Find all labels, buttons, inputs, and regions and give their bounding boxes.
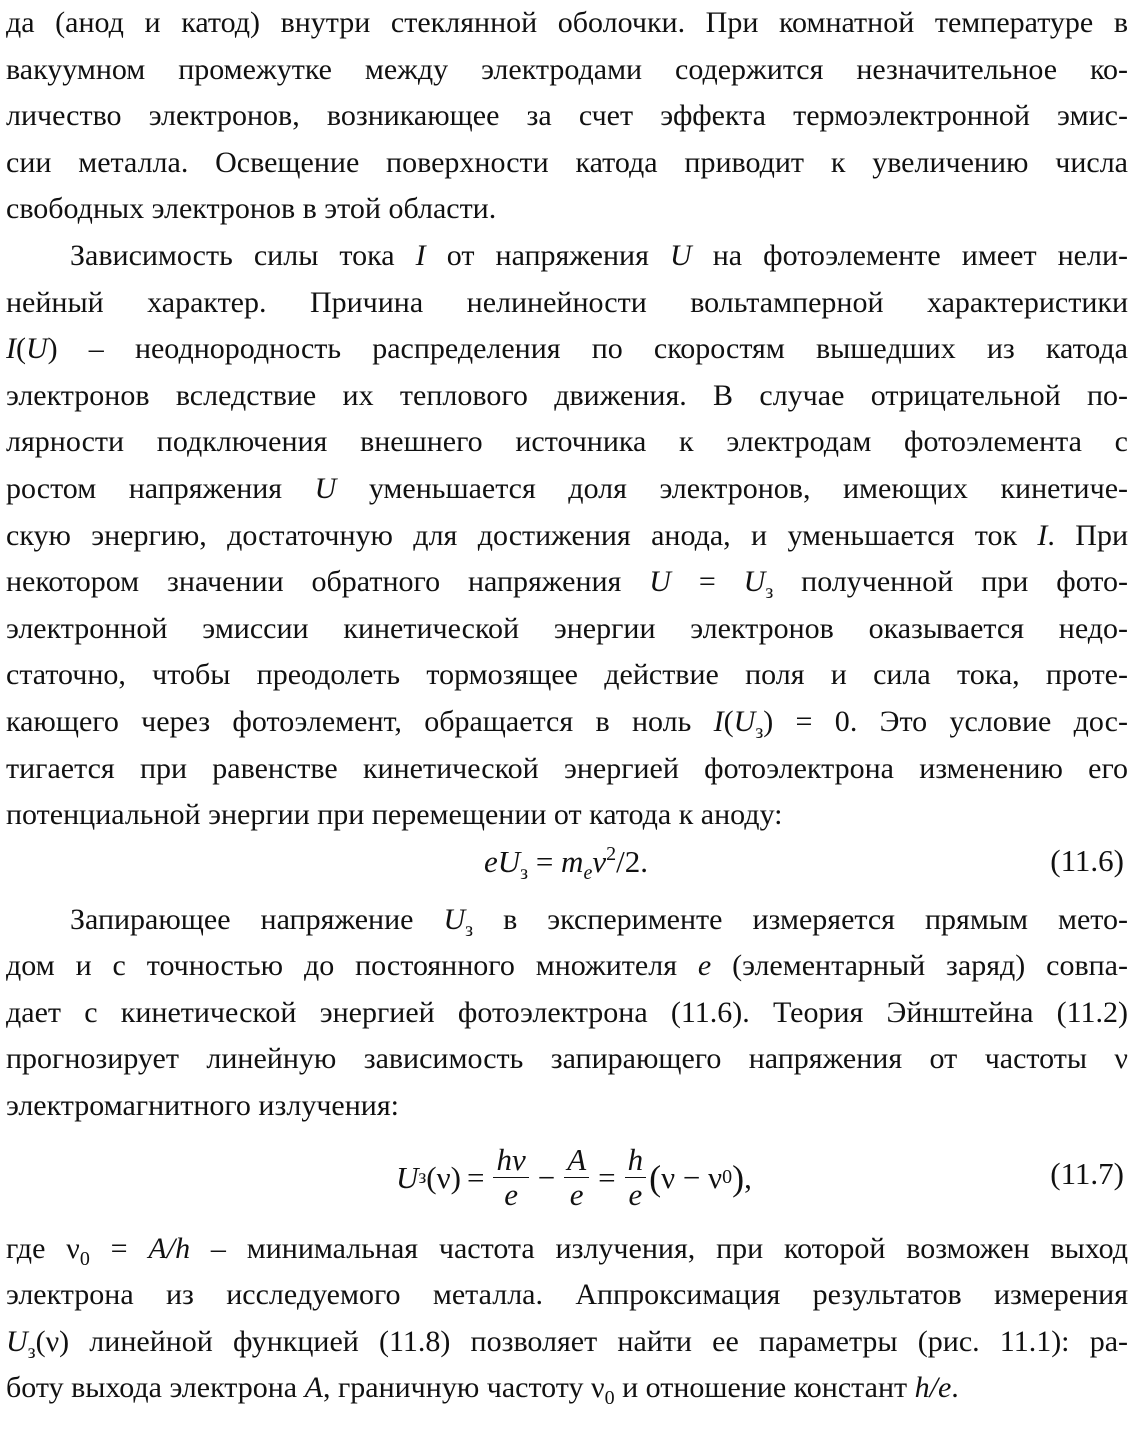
text-line: электрона из исследуемого металла. Аппроксимация результатов измерения [6, 1278, 1128, 1312]
text-line: статочно, чтобы преодолеть тормозящее действие поля и сила тока, проте- [6, 658, 1128, 692]
text-line: свободных электронов в этой области. [6, 192, 497, 226]
equation-11-7 [6, 1130, 1128, 1226]
text-line: потенциальной энергии при перемещении от катода к аноду: [6, 798, 783, 832]
text-line: тигается при равенстве кинетической энергией фотоэлектрона изменению его [6, 751, 1128, 785]
text-line: Зависимость силы тока I от напряжения U на фотоэлементе имеет нели- [70, 238, 1128, 272]
text-line: электронов вследствие их теплового движения. В случае отрицательной по- [6, 378, 1128, 412]
text-line: ростом напряжения U уменьшается доля электронов, имеющих кинетиче- [6, 471, 1128, 505]
equation-number: (11.7) [1050, 1155, 1124, 1191]
text-line: нейный характер. Причина нелинейности вольтамперной характеристики [6, 285, 1128, 319]
document-page [6, 0, 1128, 1412]
equation-number: (11.6) [1050, 842, 1124, 878]
text-line: дает с кинетической энергией фотоэлектрона (11.6). Теория Эйнштейна (11.2) [6, 995, 1128, 1029]
fraction: $\frac{h\nu}{e}$ [493, 1143, 528, 1212]
equation-formula: U з (ν) = $\frac{h\nu}{e}$ − $\frac{A}{e}$ = $\frac{h}{e}$ ( ν − ν 0 ) , [396, 1142, 752, 1213]
text-line: некотором значении обратного напряжения $U = U_з$ полученной при фото- [6, 565, 1128, 604]
paragraph-stopping-voltage [6, 897, 1128, 1130]
text-line: боту выхода электрона A, граничную частоту $\nu_0$ и отношение констант h/e. [6, 1371, 959, 1410]
text-line: скую энергию, достаточную для достижения анода, и уменьшается ток I. При [6, 518, 1128, 552]
text-line: где $\nu_0 = A/h$ – минимальная частота излучения, при которой возможен выход [6, 1231, 1128, 1270]
equation-formula: $eU_з = m_ev^2/2$. [484, 842, 648, 884]
text-line: Запирающее напряжение $U_з$ в эксперименте измеряется прямым мето- [70, 902, 1128, 941]
text-line: личество электронов, возникающее за счет эффекта термоэлектронной эмис- [6, 99, 1128, 133]
text-line: вакуумном промежутке между электродами содержится незначительное ко- [6, 52, 1128, 86]
paragraph-intro [6, 0, 1128, 233]
text-line: сии металла. Освещение поверхности катода приводит к увеличению числа [6, 145, 1128, 179]
paragraph-approximation [6, 1226, 1128, 1412]
fraction: $\frac{h}{e}$ [625, 1143, 647, 1212]
text-line: электронной эмиссии кинетической энергии электронов оказывается недо- [6, 611, 1128, 645]
text-line: $U_з(\nu)$ линейной функцией (11.8) позволяет найти ее параметры (рис. 11.1): ра- [6, 1324, 1128, 1363]
fraction: $\frac{A}{e}$ [564, 1143, 589, 1212]
text-line: прогнозирует линейную зависимость запирающего напряжения от частоты ν [6, 1042, 1128, 1076]
text-line: да (анод и катод) внутри стеклянной оболочки. При комнатной температуре в [6, 6, 1128, 39]
text-line: электромагнитного излучения: [6, 1089, 399, 1123]
text-line: кающего через фотоэлемент, обращается в ноль $I(U_з) = 0$. Это условие дос- [6, 704, 1128, 743]
text-line: I(U) – неоднородность распределения по скоростям вышедших из катода [6, 332, 1128, 366]
equation-11-6 [6, 839, 1128, 897]
text-line: лярности подключения внешнего источника к электродам фотоэлемента с [6, 425, 1128, 459]
text-line: дом и с точностью до постоянного множителя e (элементарный заряд) совпа- [6, 949, 1128, 983]
paragraph-iv-characteristic [6, 233, 1128, 839]
